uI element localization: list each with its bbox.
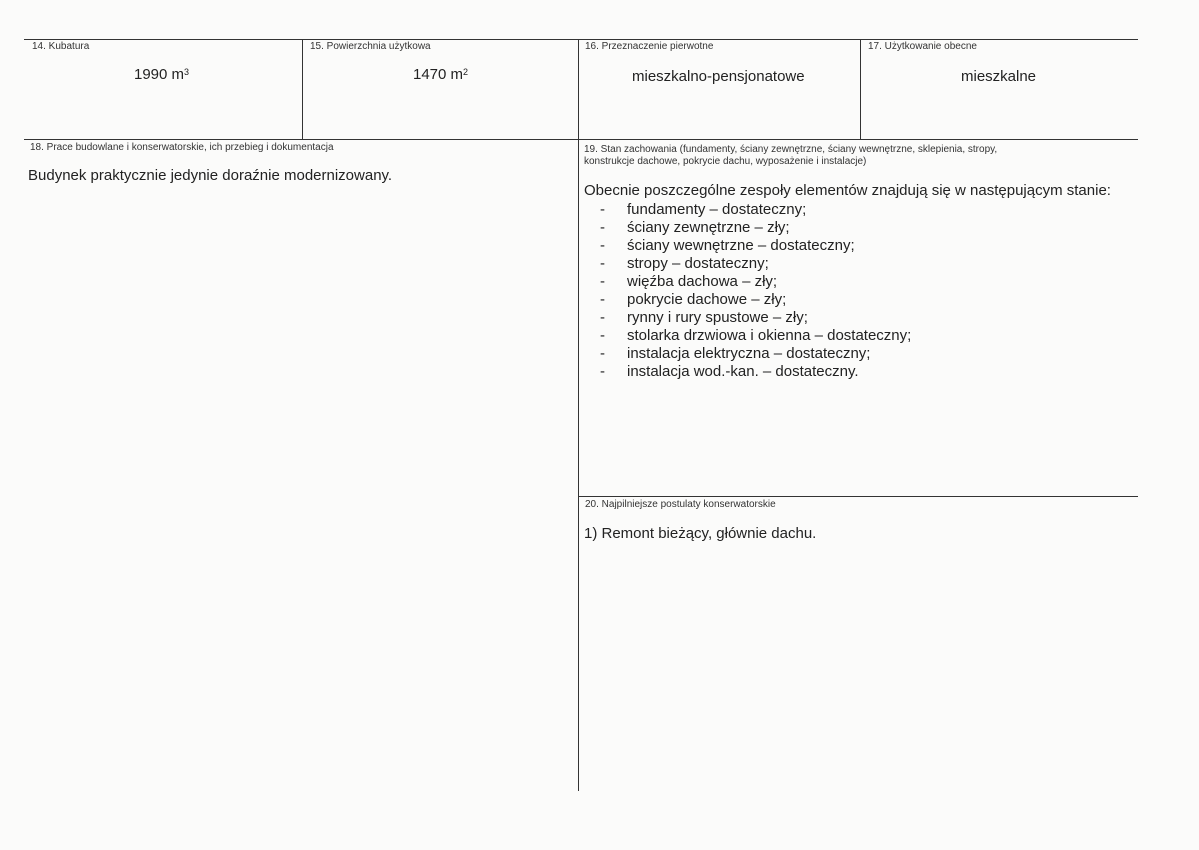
condition-item bbox=[600, 291, 911, 309]
field-17-label: 17. Użytkowanie obecne bbox=[868, 41, 977, 52]
field-15-unit-exponent: 2 bbox=[463, 67, 469, 77]
field-16-value: mieszkalno-pensjonatowe bbox=[632, 68, 805, 85]
field-16-label: 16. Przeznaczenie pierwotne bbox=[585, 41, 714, 52]
condition-text: ściany zewnętrzne – zły; bbox=[627, 219, 790, 236]
condition-item bbox=[600, 255, 911, 273]
condition-list bbox=[600, 201, 911, 381]
top-border bbox=[24, 39, 1138, 40]
section-20-divider bbox=[578, 496, 1138, 497]
field-14-label: 14. Kubatura bbox=[32, 41, 90, 52]
field-19-label-line2: konstrukcje dachowe, pokrycie dachu, wyposażenie i instalacje) bbox=[584, 156, 867, 167]
bullet-dash: - bbox=[600, 255, 605, 272]
bullet-dash: - bbox=[600, 345, 605, 362]
col-divider-1 bbox=[302, 39, 303, 140]
bullet-dash: - bbox=[600, 273, 605, 290]
bullet-dash: - bbox=[600, 201, 605, 218]
field-14-value bbox=[134, 66, 189, 84]
field-15-value bbox=[413, 66, 468, 84]
col-divider-3 bbox=[860, 39, 861, 140]
field-15-label: 15. Powierzchnia użytkowa bbox=[310, 41, 431, 52]
bullet-dash: - bbox=[600, 327, 605, 344]
condition-item bbox=[600, 309, 911, 327]
condition-item bbox=[600, 363, 911, 381]
condition-item bbox=[600, 219, 911, 237]
bullet-dash: - bbox=[600, 291, 605, 308]
col-divider-2 bbox=[578, 39, 579, 791]
field-18-value: Budynek praktycznie jedynie doraźnie modernizowany. bbox=[28, 167, 393, 184]
field-19-label-line1: 19. Stan zachowania (fundamenty, ściany zewnętrzne, ściany wewnętrzne, sklepienia, stropy, bbox=[584, 144, 998, 155]
bullet-dash: - bbox=[600, 363, 605, 380]
condition-text: rynny i rury spustowe – zły; bbox=[627, 309, 808, 326]
condition-text: ściany wewnętrzne – dostateczny; bbox=[627, 237, 855, 254]
field-15-number: 1470 m bbox=[413, 66, 464, 83]
condition-text: stolarka drzwiowa i okienna – dostateczny; bbox=[627, 327, 912, 344]
row-divider bbox=[24, 139, 1138, 140]
condition-text: fundamenty – dostateczny; bbox=[627, 201, 807, 218]
field-20-value: 1) Remont bieżący, głównie dachu. bbox=[584, 525, 817, 542]
condition-item bbox=[600, 201, 911, 219]
condition-item bbox=[600, 273, 911, 291]
field-18-label: 18. Prace budowlane i konserwatorskie, ich przebieg i dokumentacja bbox=[30, 142, 334, 153]
field-14-unit-exponent: 3 bbox=[184, 67, 190, 77]
condition-text: więźba dachowa – zły; bbox=[627, 273, 778, 290]
condition-text: instalacja elektryczna – dostateczny; bbox=[627, 345, 871, 362]
condition-text: instalacja wod.-kan. – dostateczny. bbox=[627, 363, 859, 380]
condition-item bbox=[600, 345, 911, 363]
bullet-dash: - bbox=[600, 237, 605, 254]
field-19-intro: Obecnie poszczególne zespoły elementów znajdują się w następującym stanie: bbox=[584, 182, 1111, 199]
condition-text: pokrycie dachowe – zły; bbox=[627, 291, 787, 308]
field-20-label: 20. Najpilniejsze postulaty konserwatorskie bbox=[585, 499, 776, 510]
bullet-dash: - bbox=[600, 309, 605, 326]
bullet-dash: - bbox=[600, 219, 605, 236]
condition-item bbox=[600, 237, 911, 255]
condition-item bbox=[600, 327, 911, 345]
condition-text: stropy – dostateczny; bbox=[627, 255, 769, 272]
field-17-value: mieszkalne bbox=[961, 68, 1037, 85]
field-14-number: 1990 m bbox=[134, 66, 185, 83]
